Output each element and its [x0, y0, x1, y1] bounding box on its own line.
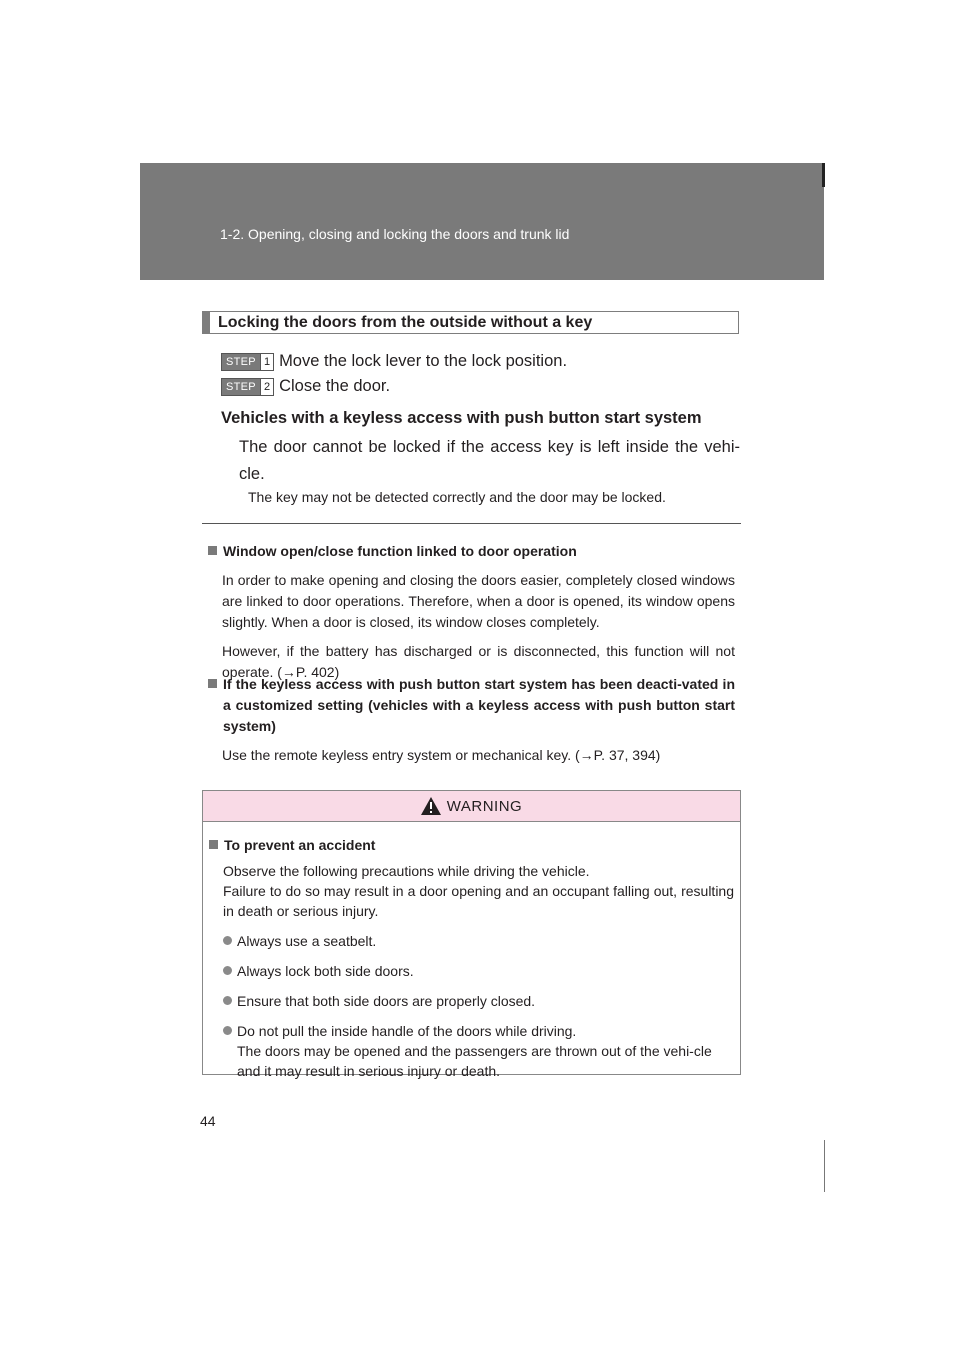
square-bullet-icon [208, 546, 217, 555]
warning-last-note: The doors may be opened and the passengers are thrown out of the vehi-cle and it may result in serious injury or death. [237, 1043, 712, 1079]
step-badge-number: 1 [260, 354, 273, 370]
warning-bullet: Always lock both side doors. [223, 961, 734, 981]
circle-bullet-icon [223, 936, 232, 945]
info-block-window [208, 541, 735, 683]
keyless-note: The key may not be detected correctly and the door may be locked. [248, 489, 666, 505]
info-title: Window open/close function linked to door operation [223, 543, 577, 559]
warning-header [203, 791, 740, 822]
square-bullet-icon [209, 840, 218, 849]
circle-bullet-icon [223, 966, 232, 975]
warning-bullet [223, 1021, 734, 1081]
step-2 [221, 377, 390, 396]
square-bullet-icon [208, 679, 217, 688]
warning-bullet: Always use a seatbelt. [223, 931, 734, 951]
warning-label: WARNING [446, 797, 523, 815]
step-1 [221, 352, 567, 371]
chapter-title: 1-2. Opening, closing and locking the doors and trunk lid [220, 226, 570, 242]
page-number: 44 [200, 1113, 216, 1129]
warning-bullet-text: Do not pull the inside handle of the doors while driving. [237, 1023, 577, 1039]
warning-box [202, 790, 741, 1079]
circle-bullet-icon [223, 1026, 232, 1035]
circle-bullet-icon [223, 996, 232, 1005]
step-badge-word: STEP [222, 354, 260, 370]
step-badge-number: 2 [260, 379, 273, 395]
step-2-badge [221, 378, 274, 396]
info-paragraph: In order to make opening and closing the doors easier, completely closed windows are linked to door operations. Therefore, when a door is opened, its window opens slightly. When a door is closed, its window closes completely. [222, 572, 735, 630]
section-heading: Locking the doors from the outside without a key [202, 311, 739, 334]
divider-line [202, 523, 741, 524]
step-1-text: Move the lock lever to the lock position. [279, 352, 568, 370]
header-corner-tick [822, 163, 825, 187]
right-margin-tick [824, 1140, 825, 1192]
info-title: If the keyless access with push button start system has been deacti-vated in a customized setting (vehicles with a keyless access with push button start system) [223, 676, 735, 734]
warning-title: To prevent an accident [224, 837, 376, 853]
warning-bullet: Ensure that both side doors are properly closed. [223, 991, 734, 1011]
step-badge-word: STEP [222, 379, 260, 395]
header-band [140, 163, 824, 280]
info-paragraph: Use the remote keyless entry system or mechanical key. (→P. 37, 394) [222, 747, 661, 763]
warning-triangle-icon [421, 797, 441, 815]
step-2-text: Close the door. [279, 377, 391, 395]
info-block-keyless [208, 674, 735, 766]
keyless-text: The door cannot be locked if the access key is left inside the vehi-cle. [239, 438, 740, 483]
info-paragraph: However, if the battery has discharged or is disconnected, this function will not operate. (→P. 402) [222, 643, 735, 680]
warning-intro-2: Failure to do so may result in a door opening and an occupant falling out, resulting in death or serious injury. [223, 883, 734, 919]
keyless-heading: Vehicles with a keyless access with push button start system [221, 409, 702, 427]
warning-intro: Observe the following precautions while driving the vehicle. [223, 863, 590, 879]
step-1-badge [221, 353, 274, 371]
